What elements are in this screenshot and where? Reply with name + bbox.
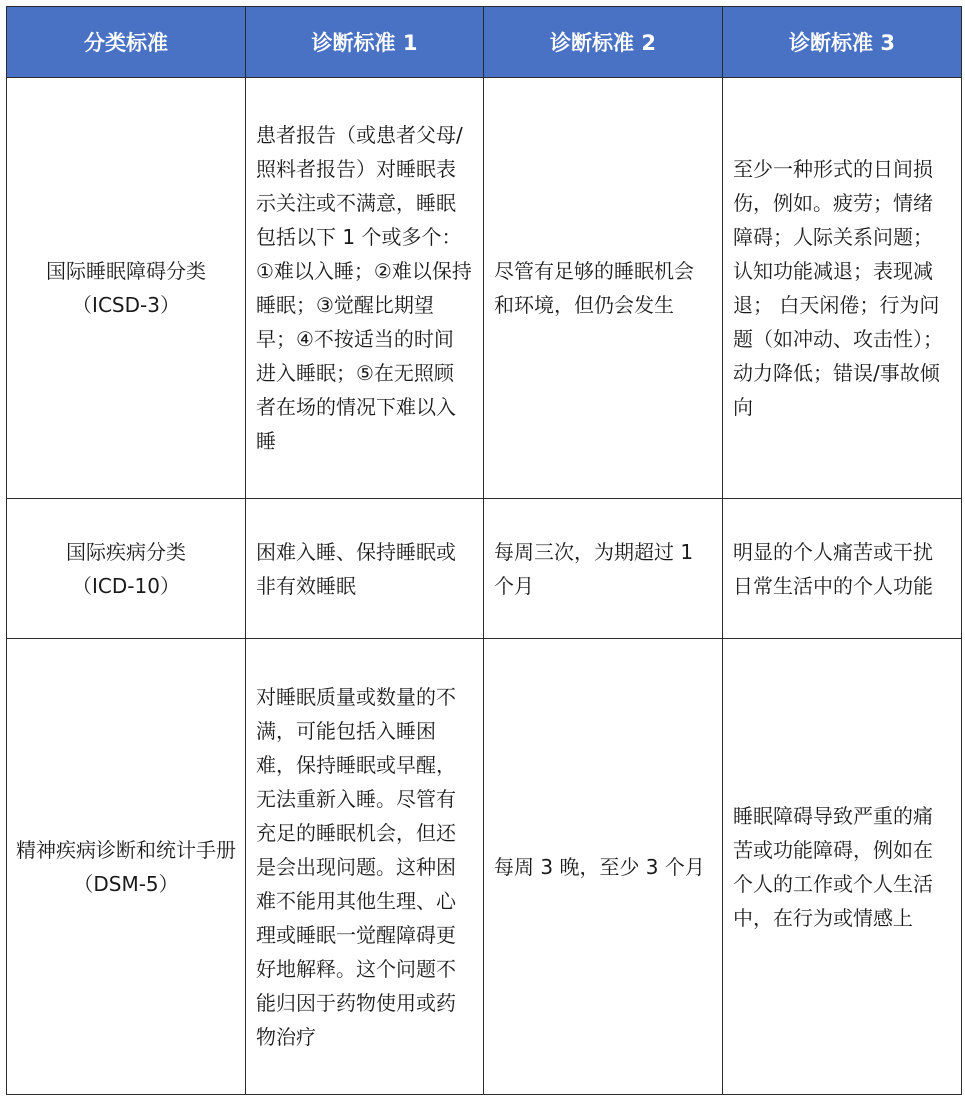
header-criterion-3: 诊断标准 3 <box>723 7 962 78</box>
header-criterion-1: 诊断标准 1 <box>246 7 484 78</box>
classification-name: 国际疾病分类 <box>66 539 186 564</box>
classification-cell <box>7 639 246 1095</box>
criterion-1-cell: 患者报告（或患者父母/照料者报告）对睡眠表示关注或不满意，睡眠包括以下 1 个或多个：①难以入睡；②难以保持睡眠；③觉醒比期望早；④不按适当的时间进入睡眠；⑤在无照顾者在场的情况下难以入睡 <box>246 78 484 499</box>
classification-cell <box>7 499 246 639</box>
criterion-1-cell: 困难入睡、保持睡眠或非有效睡眠 <box>246 499 484 639</box>
header-classification: 分类标准 <box>7 7 246 78</box>
header-row <box>7 7 962 78</box>
classification-code: （ICSD-3） <box>72 293 180 317</box>
header-criterion-2: 诊断标准 2 <box>484 7 723 78</box>
table-row <box>7 499 962 639</box>
table-row <box>7 78 962 499</box>
table-row <box>7 639 962 1095</box>
criterion-2-cell: 尽管有足够的睡眠机会和环境，但仍会发生 <box>484 78 723 499</box>
criterion-1-cell: 对睡眠质量或数量的不满，可能包括入睡困难，保持睡眠或早醒，无法重新入睡。尽管有充足的睡眠机会，但还是会出现问题。这种困难不能用其他生理、心理或睡眠一觉醒障碍更好地解释。这个问题不能归因于药物使用或药物治疗 <box>246 639 484 1095</box>
insomnia-criteria-table <box>6 6 962 1095</box>
classification-name: 国际睡眠障碍分类 <box>46 259 206 283</box>
criterion-2-cell: 每周 3 晚，至少 3 个月 <box>484 639 723 1095</box>
classification-code: （ICD-10） <box>72 573 180 598</box>
criterion-3-cell: 明显的个人痛苦或干扰日常生活中的个人功能 <box>723 499 962 639</box>
table-header <box>7 7 962 78</box>
criterion-2-cell: 每周三次，为期超过 1 个月 <box>484 499 723 639</box>
criterion-3-cell: 睡眠障碍导致严重的痛苦或功能障碍，例如在个人的工作或个人生活中，在行为或情感上 <box>723 639 962 1095</box>
table-body <box>7 78 962 1095</box>
criterion-3-cell: 至少一种形式的日间损伤，例如。疲劳；情绪障碍；人际关系问题；认知功能减退；表现减退； 白天闲倦；行为问题（如冲动、攻击性）；动力降低；错误/事故倾向 <box>723 78 962 499</box>
classification-name: 精神疾病诊断和统计手册（DSM-5） <box>16 837 236 896</box>
classification-cell <box>7 78 246 499</box>
